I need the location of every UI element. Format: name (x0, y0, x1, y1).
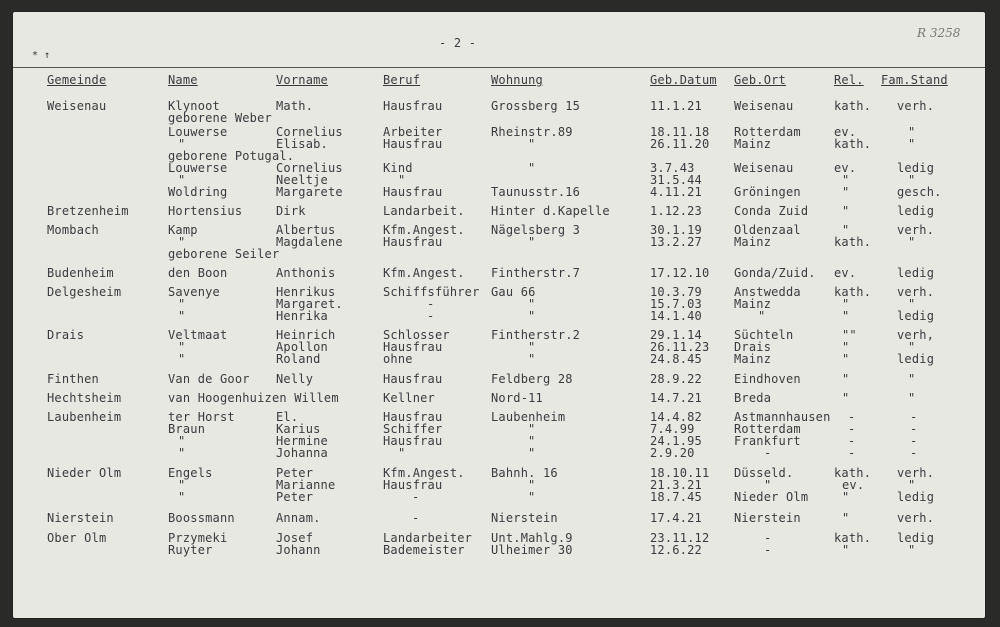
table-cell: Landarbeiter (383, 531, 473, 545)
corner-marks: * ↑ (32, 50, 51, 61)
table-cell: Rotterdam (734, 422, 801, 436)
table-cell: 15.7.03 (650, 297, 702, 311)
table-cell: Nieder Olm (47, 466, 122, 480)
table-cell: " (528, 446, 536, 460)
table-cell: Ober Olm (47, 531, 107, 545)
column-header: Gemeinde (47, 73, 107, 87)
table-cell: " (528, 161, 536, 175)
table-cell: Magdalene (276, 235, 343, 249)
table-cell: El. (276, 410, 299, 424)
table-cell: verh. (897, 285, 935, 299)
table-cell: Ulheimer 30 (491, 543, 573, 557)
table-cell: kath. (834, 137, 872, 151)
table-cell: ev. (834, 266, 857, 280)
table-cell: Veltmaat (168, 328, 228, 342)
table-cell: verh. (897, 466, 935, 480)
table-cell: ledig (897, 266, 935, 280)
table-cell: Cornelius (276, 161, 343, 175)
table-cell: Dirk (276, 204, 306, 218)
table-cell: Rotterdam (734, 125, 801, 139)
table-cell: " (908, 340, 916, 354)
table-cell: kath. (834, 99, 872, 113)
table-cell: Frankfurt (734, 434, 801, 448)
table-cell: verh. (897, 511, 935, 525)
table-cell: verh, (897, 328, 935, 342)
table-cell: geborene Potugal. (168, 149, 295, 163)
table-cell: Engels (168, 466, 213, 480)
table-cell: Johann (276, 543, 321, 557)
table-cell: " (908, 137, 916, 151)
table-cell: 26.11.23 (650, 340, 710, 354)
table-cell: Annam. (276, 511, 321, 525)
table-cell: - (910, 446, 918, 460)
table-cell: 14.1.40 (650, 309, 702, 323)
table-cell: 18.11.18 (650, 125, 710, 139)
table-cell: Weisenau (734, 99, 794, 113)
table-cell: " (528, 352, 536, 366)
table-cell: Süchteln (734, 328, 794, 342)
table-cell: kath. (834, 466, 872, 480)
table-cell: 23.11.12 (650, 531, 710, 545)
table-cell: Gonda/Zuid. (734, 266, 816, 280)
table-cell: 17.4.21 (650, 511, 702, 525)
table-cell: Grossberg 15 (491, 99, 581, 113)
table-cell: Peter (276, 490, 314, 504)
table-cell: Gau 66 (491, 285, 536, 299)
column-header: Rel. (834, 73, 864, 87)
table-cell: Hausfrau (383, 434, 443, 448)
table-cell: Heinrich (276, 328, 336, 342)
table-cell: Hechtsheim (47, 391, 122, 405)
table-cell: Roland (276, 352, 321, 366)
table-cell: " (842, 340, 850, 354)
table-cell: Bahnh. 16 (491, 466, 558, 480)
table-cell: Nägelsberg 3 (491, 223, 581, 237)
table-cell: Landarbeit. (383, 204, 465, 218)
table-cell: Hausfrau (383, 137, 443, 151)
table-cell: " (758, 309, 766, 323)
table-cell: " (528, 478, 536, 492)
table-cell: Hermine (276, 434, 328, 448)
table-cell: 13.2.27 (650, 235, 702, 249)
column-header: Geb.Ort (734, 73, 786, 87)
table-cell: Braun (168, 422, 206, 436)
table-cell: Hortensius (168, 204, 243, 218)
table-cell: Kfm.Angest. (383, 266, 465, 280)
table-cell: " (842, 352, 850, 366)
table-cell: Eindhoven (734, 372, 801, 386)
table-cell: - (848, 446, 856, 460)
table-cell: Finthen (47, 372, 99, 386)
table-cell: Laubenheim (47, 410, 122, 424)
table-cell: Marianne (276, 478, 336, 492)
table-cell: ev. (834, 125, 857, 139)
table-cell: 11.1.21 (650, 99, 702, 113)
table-cell: ev. (842, 478, 865, 492)
table-cell: Van de Goor (168, 372, 250, 386)
table-cell: " (842, 173, 850, 187)
table-cell: 2.9.20 (650, 446, 695, 460)
table-cell: " (908, 478, 916, 492)
table-cell: Hausfrau (383, 185, 443, 199)
table-cell: " (842, 223, 850, 237)
table-cell: - (764, 446, 772, 460)
table-cell: Henrika (276, 309, 328, 323)
table-cell: ledig (897, 352, 935, 366)
table-cell: - (848, 410, 856, 424)
table-cell: " (178, 490, 186, 504)
table-cell: Hausfrau (383, 235, 443, 249)
table-cell: Weisenau (47, 99, 107, 113)
table-cell: Hausfrau (383, 340, 443, 354)
table-cell: ledig (897, 161, 935, 175)
table-cell: 29.1.14 (650, 328, 702, 342)
table-cell: ev. (834, 161, 857, 175)
table-cell: Schlosser (383, 328, 450, 342)
table-cell: Math. (276, 99, 314, 113)
table-cell: " (178, 309, 186, 323)
table-cell: Rheinstr.89 (491, 125, 573, 139)
table-cell: den Boon (168, 266, 228, 280)
table-cell: " (842, 185, 850, 199)
table-cell: " (528, 309, 536, 323)
table-cell: "" (842, 328, 857, 342)
column-header: Vorname (276, 73, 328, 87)
table-cell: Margaret. (276, 297, 343, 311)
table-cell: " (528, 434, 536, 448)
table-cell: Margarete (276, 185, 343, 199)
table-cell: " (178, 297, 186, 311)
column-header: Fam.Stand (881, 73, 948, 87)
table-cell: Kfm.Angest. (383, 466, 465, 480)
table-cell: verh. (897, 99, 935, 113)
table-cell: 12.6.22 (650, 543, 702, 557)
table-cell: Schiffsführer (383, 285, 480, 299)
table-cell: Anthonis (276, 266, 336, 280)
table-cell: 24.1.95 (650, 434, 702, 448)
table-cell: - (848, 434, 856, 448)
table-cell: Mombach (47, 223, 99, 237)
table-cell: " (528, 340, 536, 354)
table-cell: Mainz (734, 352, 772, 366)
table-cell: ledig (897, 531, 935, 545)
table-cell: Budenheim (47, 266, 114, 280)
table-cell: Nelly (276, 372, 314, 386)
table-cell: Louwerse (168, 161, 228, 175)
table-cell: gesch. (897, 185, 942, 199)
table-cell: Nierstein (734, 511, 801, 525)
table-cell: 21.3.21 (650, 478, 702, 492)
table-cell: " (178, 478, 186, 492)
header-rule (13, 67, 985, 68)
table-cell: " (528, 297, 536, 311)
table-cell: " (842, 297, 850, 311)
table-cell: Mainz (734, 235, 772, 249)
archive-pencil-mark: R 3258 (917, 26, 961, 40)
column-header: Name (168, 73, 198, 87)
table-cell: Hausfrau (383, 99, 443, 113)
table-cell: Woldring (168, 185, 228, 199)
table-cell: - (910, 410, 918, 424)
table-cell: " (842, 372, 850, 386)
table-cell: Fintherstr.7 (491, 266, 581, 280)
table-cell: kath. (834, 235, 872, 249)
table-cell: ter Horst (168, 410, 235, 424)
table-cell: Gröningen (734, 185, 801, 199)
table-cell: 28.9.22 (650, 372, 702, 386)
table-cell: 1.12.23 (650, 204, 702, 218)
table-cell: - (427, 297, 435, 311)
table-cell: Nord-11 (491, 391, 543, 405)
table-cell: " (842, 391, 850, 405)
table-cell: Nierstein (47, 511, 114, 525)
table-cell: " (842, 490, 850, 504)
table-cell: " (178, 352, 186, 366)
table-cell: Mainz (734, 137, 772, 151)
table-cell: Astmannhausen (734, 410, 831, 424)
table-cell: Kind (383, 161, 413, 175)
column-header: Wohnung (491, 73, 543, 87)
table-cell: 14.7.21 (650, 391, 702, 405)
table-cell: - (848, 422, 856, 436)
table-cell: " (178, 137, 186, 151)
table-cell: " (908, 391, 916, 405)
table-cell: Drais (734, 340, 772, 354)
table-cell: " (528, 235, 536, 249)
table-cell: " (842, 543, 850, 557)
table-cell: 26.11.20 (650, 137, 710, 151)
table-cell: " (908, 543, 916, 557)
table-cell: Neeltje (276, 173, 328, 187)
table-cell: Unt.Mahlg.9 (491, 531, 573, 545)
table-cell: Henrikus (276, 285, 336, 299)
table-cell: 14.4.82 (650, 410, 702, 424)
table-cell: Josef (276, 531, 314, 545)
table-cell: " (528, 490, 536, 504)
table-cell: Hausfrau (383, 478, 443, 492)
table-cell: Ruyter (168, 543, 213, 557)
table-cell: 17.12.10 (650, 266, 710, 280)
table-cell: Arbeiter (383, 125, 443, 139)
table-cell: - (764, 543, 772, 557)
table-cell: " (908, 125, 916, 139)
table-cell: 24.8.45 (650, 352, 702, 366)
table-cell: Karius (276, 422, 321, 436)
table-cell: ledig (897, 204, 935, 218)
table-cell: Hausfrau (383, 372, 443, 386)
table-cell: - (412, 511, 420, 525)
table-cell: " (528, 137, 536, 151)
table-cell: Peter (276, 466, 314, 480)
table-cell: Hausfrau (383, 410, 443, 424)
table-cell: - (910, 434, 918, 448)
table-cell: Oldenzaal (734, 223, 801, 237)
table-cell: Feldberg 28 (491, 372, 573, 386)
table-cell: 18.7.45 (650, 490, 702, 504)
table-cell: Albertus (276, 223, 336, 237)
table-cell: " (178, 340, 186, 354)
table-cell: Louwerse (168, 125, 228, 139)
table-cell: - (764, 531, 772, 545)
table-cell: Fintherstr.2 (491, 328, 581, 342)
table-cell: - (427, 309, 435, 323)
table-cell: Przymeki (168, 531, 228, 545)
table-cell: Kamp (168, 223, 198, 237)
table-cell: 10.3.79 (650, 285, 702, 299)
table-cell: - (910, 422, 918, 436)
table-cell: ohne (383, 352, 413, 366)
table-cell: kath. (834, 531, 872, 545)
table-cell: geborene Weber (168, 111, 272, 125)
table-cell: Anstwedda (734, 285, 801, 299)
table-cell: 31.5.44 (650, 173, 702, 187)
table-cell: Apollon (276, 340, 328, 354)
table-cell: geborene Seiler (168, 247, 280, 261)
table-cell: Cornelius (276, 125, 343, 139)
table-cell: " (178, 446, 186, 460)
table-cell: Hinter d.Kapelle (491, 204, 610, 218)
table-cell: " (908, 173, 916, 187)
table-cell: ledig (897, 490, 935, 504)
table-cell: van Hoogenhuizen Willem (168, 391, 339, 405)
table-cell: Elisab. (276, 137, 328, 151)
table-cell: " (842, 511, 850, 525)
table-cell: " (764, 478, 772, 492)
table-cell: Bademeister (383, 543, 465, 557)
table-cell: Klynoot (168, 99, 220, 113)
table-cell: Taunusstr.16 (491, 185, 581, 199)
table-cell: verh. (897, 223, 935, 237)
table-cell: Savenye (168, 285, 220, 299)
table-cell: " (178, 434, 186, 448)
table-cell: 18.10.11 (650, 466, 710, 480)
table-cell: " (842, 309, 850, 323)
table-cell: Johanna (276, 446, 328, 460)
table-cell: " (528, 422, 536, 436)
table-cell: " (178, 235, 186, 249)
table-cell: " (908, 297, 916, 311)
table-cell: Nierstein (491, 511, 558, 525)
column-header: Geb.Datum (650, 73, 717, 87)
table-cell: - (412, 490, 420, 504)
table-cell: 7.4.99 (650, 422, 695, 436)
table-cell: Düsseld. (734, 466, 794, 480)
table-cell: ledig (897, 309, 935, 323)
table-cell: " (908, 235, 916, 249)
table-cell: Kellner (383, 391, 435, 405)
table-cell: 4.11.21 (650, 185, 702, 199)
table-cell: Delgesheim (47, 285, 122, 299)
table-cell: Laubenheim (491, 410, 566, 424)
table-cell: Conda Zuid (734, 204, 809, 218)
table-cell: 30.1.19 (650, 223, 702, 237)
table-cell: Boossmann (168, 511, 235, 525)
table-cell: Schiffer (383, 422, 443, 436)
table-cell: kath. (834, 285, 872, 299)
table-cell: Weisenau (734, 161, 794, 175)
table-cell: Kfm.Angest. (383, 223, 465, 237)
table-cell: Nieder Olm (734, 490, 809, 504)
table-cell: " (908, 372, 916, 386)
table-cell: " (842, 204, 850, 218)
table-cell: Drais (47, 328, 85, 342)
table-cell: 3.7.43 (650, 161, 695, 175)
table-cell: Mainz (734, 297, 772, 311)
table-cell: " (178, 173, 186, 187)
column-header: Beruf (383, 73, 421, 87)
table-cell: " (398, 446, 406, 460)
table-cell: Breda (734, 391, 772, 405)
table-cell: " (398, 173, 406, 187)
table-cell: Bretzenheim (47, 204, 129, 218)
page-number: - 2 - (439, 36, 477, 50)
